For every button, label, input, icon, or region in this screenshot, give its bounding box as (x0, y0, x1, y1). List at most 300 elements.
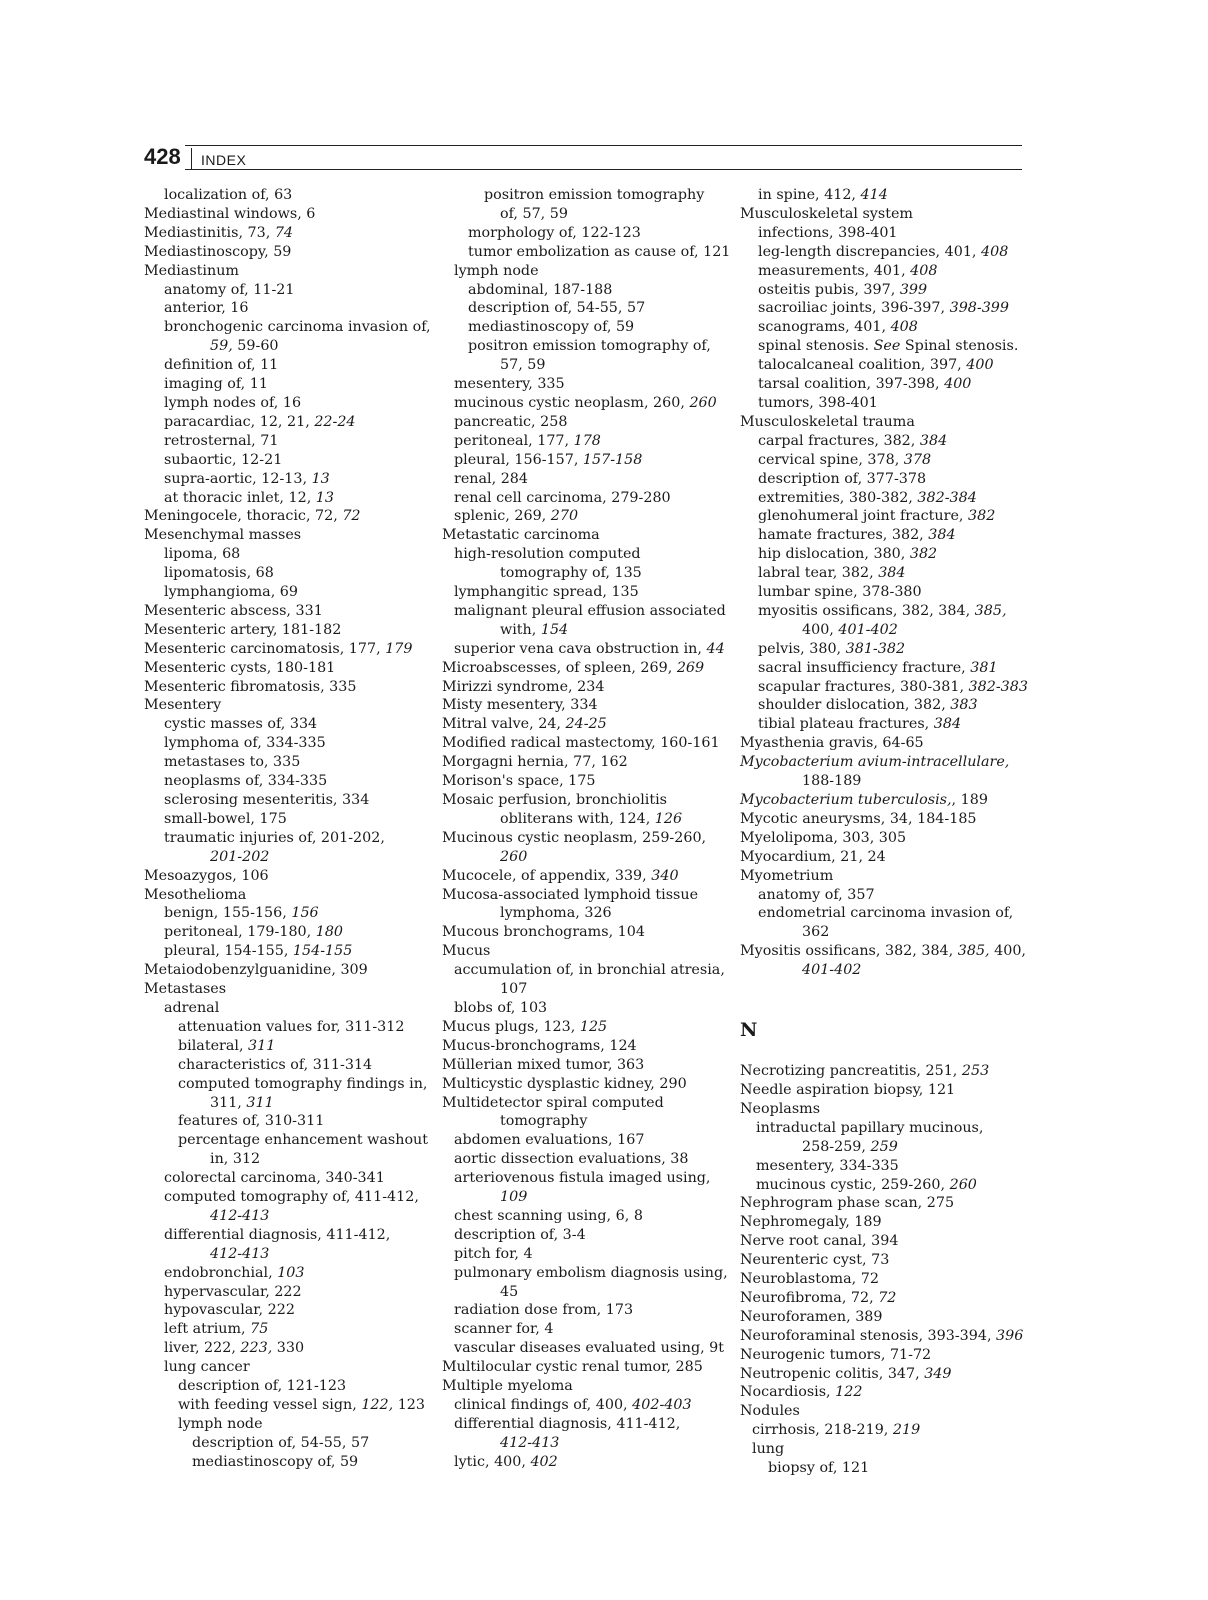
index-entry (144, 281, 434, 300)
index-entry-text: lymphoma, 326 (500, 905, 612, 922)
index-entry (144, 1188, 434, 1207)
index-entry (144, 583, 434, 602)
index-entry (144, 715, 434, 734)
index-entry-italic-ref: 381 (970, 659, 998, 676)
index-entry (144, 1112, 434, 1131)
index-entry (740, 243, 1022, 262)
index-entry (740, 375, 1022, 394)
index-entry-text: lipoma, 68 (164, 546, 241, 563)
index-entry-text: measurements, 401, (758, 262, 911, 279)
index-entry (740, 1213, 1022, 1232)
index-entry (442, 602, 724, 621)
index-entry (442, 564, 724, 583)
index-entry (740, 1232, 1022, 1251)
index-entry-text: Myometrium (740, 867, 834, 884)
index-entry-text: Mycotic aneurysms, 34, 184-185 (740, 810, 977, 827)
index-entry (442, 1434, 724, 1453)
index-entry-text: Nodules (740, 1403, 800, 1420)
index-entry-text: Mesenteric cysts, 180-181 (144, 659, 336, 676)
index-entry (740, 564, 1022, 583)
index-entry-text: hypervascular, 222 (164, 1283, 302, 1300)
index-entry-text: scapular fractures, 380-381, (758, 678, 969, 695)
index-entry-text: positron emission tomography of, (468, 338, 711, 355)
index-entry-text: mucinous cystic, 259-260, (756, 1176, 950, 1193)
index-entry (442, 1301, 724, 1320)
index-entry-text: tibial plateau fractures, (758, 716, 934, 733)
index-entry-italic-ref: 381-382 (845, 640, 906, 657)
index-entry-text: benign, 155-156, (164, 905, 292, 922)
index-entry-italic-ref: 412-413 (210, 1245, 270, 1262)
index-entry-text: Mesenchymal masses (144, 527, 302, 544)
index-entry-text: lymphangitic spread, 135 (454, 584, 639, 601)
index-entry-text: imaging of, 11 (164, 376, 268, 393)
index-entry-text: with, (500, 621, 541, 638)
section-spacer (740, 980, 1022, 1018)
index-entry-text: peritoneal, 179-180, (164, 924, 316, 941)
index-entry-text: Mesenteric abscess, 331 (144, 602, 323, 619)
index-entry (442, 1415, 724, 1434)
index-entry-italic-ref: 349 (924, 1365, 952, 1382)
index-entry (740, 715, 1022, 734)
header-divider (191, 148, 192, 169)
index-entry-italic-ref: 72 (878, 1289, 897, 1306)
index-entry-text: aortic dissection evaluations, 38 (454, 1151, 689, 1168)
index-entry (144, 375, 434, 394)
index-entry (144, 1131, 434, 1150)
index-entry-text: accumulation of, in bronchial atresia, (454, 962, 725, 979)
index-entry (442, 1075, 724, 1094)
index-entry-italic-ref: 398-399 (949, 300, 1010, 317)
index-entry (144, 696, 434, 715)
index-entry (442, 1358, 724, 1377)
index-entry (442, 696, 724, 715)
index-entry-text: of, 57, 59 (500, 205, 568, 222)
running-head-title: INDEX (201, 152, 247, 168)
index-entry-text: pulmonary embolism diagnosis using, (454, 1264, 728, 1281)
index-entry-text: with feeding vessel sign, (178, 1397, 362, 1413)
index-entry (740, 394, 1022, 413)
index-entry-text: Morgagni hernia, 77, 162 (442, 754, 628, 771)
index-entry (144, 470, 434, 489)
index-entry-italic-ref: 157-158 (582, 451, 643, 468)
index-entry (442, 262, 724, 281)
index-entry-text: Metaiodobenzylguanidine, 309 (144, 962, 368, 979)
section-letter-heading: N (740, 1019, 758, 1042)
index-entry-text: high-resolution computed (454, 546, 641, 563)
index-entry-text: Neoplasms (740, 1100, 821, 1117)
index-entry-text: Nephrogram phase scan, 275 (740, 1195, 955, 1212)
index-entry-text: Necrotizing pancreatitis, 251, (740, 1063, 962, 1080)
index-entry (740, 262, 1022, 281)
index-entry-text: Neuroforaminal stenosis, 393-394, (740, 1327, 997, 1344)
index-entry (144, 1283, 434, 1302)
index-entry-text: sacroiliac joints, 396-397, (758, 300, 950, 317)
index-entry-text: lipomatosis, 68 (164, 565, 274, 582)
index-entry (740, 1383, 1022, 1402)
index-entry-text: Nerve root canal, 394 (740, 1233, 899, 1250)
index-entry-text: mesentery, 334-335 (756, 1157, 899, 1174)
index-entry-text: Mucous bronchograms, 104 (442, 924, 645, 941)
index-entry-italic-ref: 382 (909, 546, 938, 563)
index-entry (144, 602, 434, 621)
index-entry-text: anatomy of, 11-21 (164, 281, 295, 298)
index-entry (740, 432, 1022, 451)
index-entry (144, 1075, 434, 1094)
index-entry (740, 583, 1022, 602)
index-entry-text: tomography of, 135 (500, 565, 642, 582)
index-entry-text: Myasthenia gravis, 64-65 (740, 735, 924, 752)
index-entry (442, 1150, 724, 1169)
index-entry (144, 337, 434, 356)
index-entry-text: scanograms, 401, (758, 319, 891, 336)
index-entry-text: Neutropenic colitis, 347, (740, 1365, 925, 1382)
header-rule-top (144, 145, 1022, 146)
index-entry-text: description of, 377-378 (758, 470, 927, 487)
index-entry-text: localization of, 63 (164, 187, 293, 203)
index-entry-text: tumor embolization as cause of, 121 (468, 243, 731, 260)
index-entry-text: bronchogenic carcinoma invasion of, (164, 319, 431, 336)
index-entry (144, 621, 434, 640)
index-entry (740, 470, 1022, 489)
index-entry-text: Metastatic carcinoma (442, 527, 600, 544)
index-entry (442, 1264, 728, 1283)
index-entry (144, 1415, 434, 1434)
index-entry (740, 1308, 1022, 1327)
index-entry-text: lymphoma of, 334-335 (164, 735, 326, 752)
index-entry-text: Mesenteric artery, 181-182 (144, 621, 342, 638)
index-entry (442, 791, 724, 810)
index-entry (740, 1100, 1022, 1119)
index-entry-text: pitch for, 4 (454, 1245, 533, 1262)
index-entry (144, 205, 434, 224)
index-entry-text: Myositis ossificans, 382, 384, (740, 943, 958, 960)
index-entry (442, 507, 724, 526)
index-entry-text: positron emission tomography (484, 187, 705, 203)
index-entry-text: Neuroblastoma, 72 (740, 1271, 879, 1288)
index-entry-text: abdomen evaluations, 167 (454, 1132, 645, 1149)
index-entry-italic-ref: 382-383 (968, 678, 1028, 695)
index-entry-italic-ref: 44 (706, 640, 725, 657)
index-entry (144, 1358, 434, 1377)
index-entry (740, 1251, 1022, 1270)
index-column-3 (740, 186, 1028, 1478)
index-entry (740, 1421, 1022, 1440)
index-entry (740, 904, 1022, 923)
index-entry-italic-ref: 382 (968, 508, 996, 525)
index-entry (442, 867, 724, 886)
index-entry (442, 640, 724, 659)
index-entry-text: 107 (500, 981, 528, 998)
index-entry-text: spinal stenosis. (758, 338, 874, 355)
index-entry-text: Mediastinum (144, 262, 239, 279)
index-entry-text: infections, 398-401 (758, 224, 898, 241)
index-entry-text: Mucus plugs, 123, (442, 1018, 580, 1035)
index-entry-text: Mediastinal windows, 6 (144, 205, 316, 222)
index-entry (144, 186, 434, 205)
index-entry (144, 1150, 434, 1169)
index-entry (442, 545, 724, 564)
index-entry-text: supra-aortic, 12-13, (164, 470, 312, 487)
index-entry (144, 791, 434, 810)
index-entry (442, 886, 724, 905)
index-entry-text: characteristics of, 311-314 (178, 1056, 373, 1073)
index-entry-text: computed tomography of, 411-412, (164, 1189, 419, 1206)
index-entry (740, 640, 1022, 659)
index-entry (144, 942, 434, 961)
index-entry (740, 942, 1026, 961)
index-entry-text: Multilocular cystic renal tumor, 285 (442, 1359, 703, 1376)
index-entry-italic-ref: 385, (974, 602, 1007, 619)
index-entry (144, 1226, 434, 1245)
index-entry (144, 886, 434, 905)
index-entry (144, 1264, 434, 1283)
index-entry (740, 545, 1022, 564)
index-entry-italic-ref: 59, (210, 338, 233, 355)
index-entry-italic-ref: 408 (890, 319, 918, 336)
index-entry-italic-ref: 201-202 (210, 848, 270, 865)
index-entry-italic-ref: 154 (540, 621, 569, 638)
index-entry-text: glenohumeral joint fracture, (758, 508, 969, 525)
index-entry (740, 734, 1022, 753)
index-entry-text: pleural, 156-157, (454, 451, 583, 468)
index-entry (442, 1056, 724, 1075)
index-entry-text: Nocardiosis, (740, 1384, 836, 1401)
index-entry-text: shoulder dislocation, 382, (758, 697, 951, 714)
index-entry-text: paracardiac, 12, 21, (164, 413, 315, 430)
index-entry (740, 186, 1022, 205)
index-entry-text: myositis ossificans, 382, 384, (758, 602, 975, 619)
index-entry-text: anatomy of, 357 (758, 886, 875, 903)
index-entry-text: Mucus (442, 943, 491, 960)
index-entry-text: Meningocele, thoracic, 72, (144, 508, 343, 525)
index-entry-text: lung cancer (164, 1359, 250, 1376)
index-entry-text: bilateral, (178, 1037, 249, 1054)
index-entry-text: small-bowel, 175 (164, 810, 287, 827)
index-entry-italic-ref: 382-384 (917, 489, 977, 506)
header-rule-bottom (144, 169, 1022, 170)
index-entry-italic-ref: 156 (291, 905, 319, 922)
index-entry-italic-ref: 125 (579, 1018, 608, 1035)
index-entry (144, 394, 434, 413)
index-entry-text: Neurogenic tumors, 71-72 (740, 1346, 932, 1363)
index-entry-italic-ref: 311 (246, 1094, 274, 1111)
index-entry (144, 1094, 434, 1113)
index-entry-text: Mucus-bronchograms, 124 (442, 1037, 637, 1054)
index-entry-italic-ref: 311 (248, 1037, 276, 1054)
index-entry-italic-ref: 122, (361, 1397, 394, 1413)
index-entry (740, 205, 1022, 224)
index-entry (144, 1018, 434, 1037)
index-entry-text: Needle aspiration biopsy, 121 (740, 1081, 956, 1098)
index-entry (442, 1283, 724, 1302)
index-entry-italic-ref: 270 (550, 508, 579, 525)
index-entry-text: Müllerian mixed tumor, 363 (442, 1056, 645, 1073)
index-entry (740, 507, 1022, 526)
index-entry (740, 1194, 1022, 1213)
index-entry-italic-ref: Mycobacterium avium-intracellulare, (740, 754, 1010, 771)
index-entry (740, 1157, 1022, 1176)
index-entry (442, 1131, 724, 1150)
index-entry-text: Musculoskeletal trauma (740, 413, 915, 430)
index-entry (144, 1169, 434, 1188)
index-entry (144, 545, 434, 564)
index-entry-text: superior vena cava obstruction in, (454, 640, 707, 657)
index-entry (740, 1176, 1022, 1195)
index-entry-text: hamate fractures, 382, (758, 527, 929, 544)
index-entry (442, 413, 724, 432)
index-entry-italic-ref: 179 (385, 640, 413, 657)
index-entry (442, 299, 724, 318)
running-header (144, 140, 1022, 170)
index-entry (442, 1207, 724, 1226)
index-entry-text: lymph nodes of, 16 (164, 394, 302, 411)
index-entry (442, 659, 724, 678)
index-entry-text: mesentery, 335 (454, 376, 565, 393)
index-entry-text: metastases to, 335 (164, 754, 301, 771)
index-entry (144, 923, 434, 942)
index-entry (144, 753, 434, 772)
index-entry (442, 186, 724, 205)
index-entry-text: cirrhosis, 218-219, (752, 1422, 893, 1439)
index-entry-italic-ref: 13 (315, 489, 334, 506)
index-entry (740, 1138, 1022, 1157)
index-entry-italic-ref: 340 (651, 867, 679, 884)
index-entry (144, 980, 434, 999)
index-entry-italic-ref: 400 (944, 376, 972, 393)
index-entry (144, 1339, 434, 1358)
index-entry-italic-ref: 402-403 (632, 1397, 692, 1413)
index-entry-text: 400, (802, 621, 839, 638)
index-entry-italic-ref: 401-402 (802, 962, 862, 979)
index-entry-text: Mesentery (144, 697, 222, 714)
index-entry-text: Modified radical mastectomy, 160-161 (442, 735, 720, 752)
index-entry-text: Mucocele, of appendix, 339, (442, 867, 652, 884)
index-entry-italic-ref: Mycobacterium tuberculosis, (740, 792, 952, 808)
index-entry (442, 980, 724, 999)
index-entry-text: radiation dose from, 173 (454, 1302, 634, 1319)
index-entry (740, 886, 1022, 905)
index-entry-text: hypovascular, 222 (164, 1302, 295, 1319)
index-entry (740, 489, 1022, 508)
index-entry (442, 375, 724, 394)
section-spacer (740, 1042, 1022, 1062)
index-entry-text: Myelolipoma, 303, 305 (740, 829, 907, 846)
index-entry (144, 1453, 434, 1472)
index-entry-text: vascular diseases evaluated using, 9t (454, 1340, 725, 1357)
index-entry-italic-ref: 384 (878, 565, 906, 582)
index-entry (442, 243, 731, 262)
index-entry (144, 999, 434, 1018)
index-entry (144, 810, 434, 829)
index-entry (144, 1320, 434, 1339)
index-entry (144, 243, 434, 262)
index-entry (740, 1119, 1022, 1138)
index-entry-italic-ref: 253 (961, 1063, 990, 1080)
index-entry-text: tomography (500, 1113, 588, 1130)
index-entry-italic-ref: 412-413 (500, 1434, 560, 1451)
index-entry (740, 772, 1022, 791)
index-entry (442, 810, 724, 829)
index-entry (144, 451, 434, 470)
index-entry (144, 262, 434, 281)
index-entry-italic-ref: 414 (860, 187, 888, 203)
index-entry-text: Mesoazygos, 106 (144, 867, 269, 884)
index-entry (442, 1320, 724, 1339)
index-entry-italic-ref: 401-402 (838, 621, 898, 638)
index-entry (442, 678, 724, 697)
index-entry-text: pleural, 154-155, (164, 943, 293, 960)
index-entry-text: Neurofibroma, 72, (740, 1289, 879, 1306)
index-entry (144, 829, 434, 848)
index-entry-text: retrosternal, 71 (164, 432, 279, 449)
index-entry-text: computed tomography findings in, (178, 1075, 428, 1092)
index-entry-text: left atrium, (164, 1321, 251, 1338)
index-entry (740, 621, 1022, 640)
index-entry (442, 923, 724, 942)
index-entry (442, 1339, 724, 1358)
index-entry-text: description of, 54-55, 57 (468, 300, 646, 317)
index-entry-italic-ref: 180 (315, 924, 344, 941)
index-entry (144, 640, 434, 659)
index-entry-text: 362 (802, 924, 830, 941)
index-entry (144, 1056, 434, 1075)
index-entry-text: Mitral valve, 24, (442, 716, 566, 733)
index-entry-italic-ref: 260 (500, 848, 528, 865)
index-entry (144, 1396, 434, 1415)
index-entry (442, 489, 724, 508)
index-entry (442, 526, 724, 545)
index-entry (442, 451, 724, 470)
index-entry (442, 337, 724, 356)
index-entry-text: Spinal stenosis. (900, 338, 1019, 355)
index-entry (740, 1440, 1022, 1459)
index-entry-italic-ref: 384 (928, 527, 956, 544)
index-entry (144, 1434, 434, 1453)
index-entry (442, 281, 724, 300)
index-entry (144, 413, 434, 432)
index-entry-italic-ref: 385, (957, 943, 990, 960)
index-entry (740, 961, 1022, 980)
index-entry-text: at thoracic inlet, 12, (164, 489, 316, 506)
index-entry (740, 1459, 1022, 1478)
index-entry-text: intraductal papillary mucinous, (756, 1119, 984, 1136)
index-entry-italic-ref: 384 (933, 716, 962, 733)
index-entry (442, 1018, 724, 1037)
index-entry (442, 1226, 724, 1245)
index-entry-text: pelvis, 380, (758, 640, 846, 657)
index-entry-text: abdominal, 187-188 (468, 281, 613, 298)
index-entry-text: Multidetector spiral computed (442, 1094, 664, 1111)
index-entry-text: features of, 310-311 (178, 1113, 325, 1130)
index-entry (442, 1112, 724, 1131)
index-entry-text: cystic masses of, 334 (164, 716, 318, 733)
index-entry-text: chest scanning using, 6, 8 (454, 1207, 643, 1224)
index-entry (144, 224, 434, 243)
index-entry-text: 57, 59 (500, 357, 546, 374)
index-entry (740, 1081, 1022, 1100)
index-entry (740, 1270, 1022, 1289)
index-entry-text: Mucosa-associated lymphoid tissue (442, 886, 699, 903)
index-entry-text: in, 312 (210, 1151, 261, 1168)
index-entry-italic-ref: 24-25 (565, 716, 607, 733)
index-entry-text: description of, 3-4 (454, 1226, 586, 1243)
index-entry-italic-ref: See (873, 338, 901, 355)
index-entry-italic-ref: 126 (654, 810, 683, 827)
index-entry (442, 318, 724, 337)
index-entry-text: differential diagnosis, 411-412, (164, 1226, 391, 1243)
index-entry-italic-ref: 260 (949, 1176, 977, 1193)
index-entry (442, 772, 724, 791)
